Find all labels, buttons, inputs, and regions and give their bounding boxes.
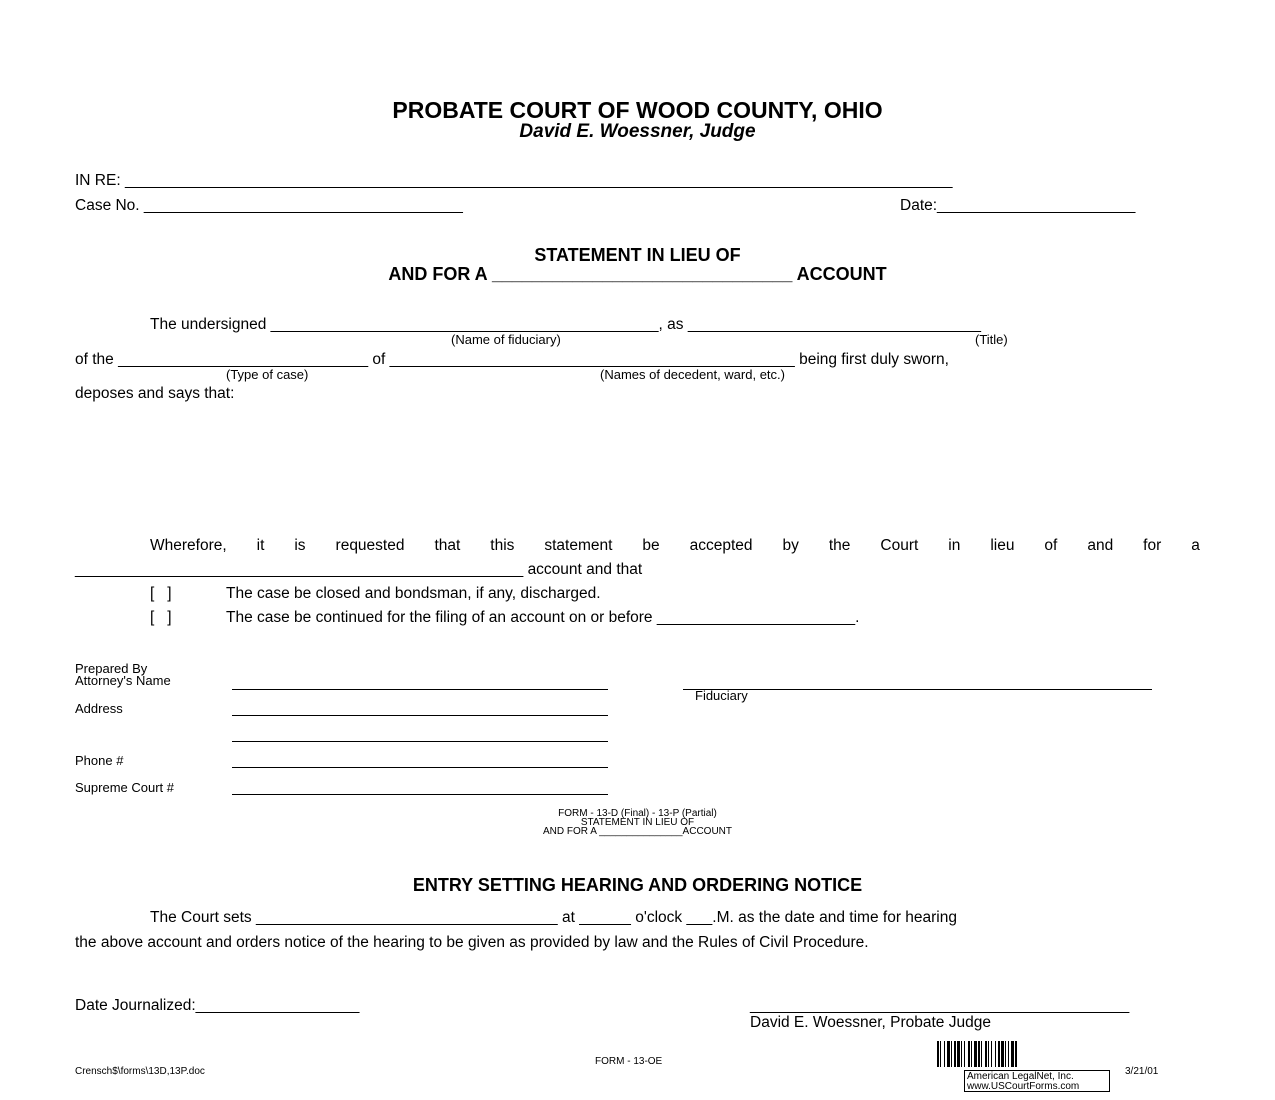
wherefore-word: lieu xyxy=(990,537,1015,554)
deposes-line: deposes and says that: xyxy=(75,385,235,402)
supreme-court-label: Supreme Court # xyxy=(75,780,174,795)
prepared-by-label: Prepared By xyxy=(75,661,148,676)
attorney-name-label: Attorney's Name xyxy=(75,673,171,688)
caption-type-of-case: (Type of case) xyxy=(226,367,309,382)
court-title: PROBATE COURT OF WOOD COUNTY, OHIO xyxy=(392,97,883,123)
publisher-box xyxy=(964,1070,1110,1092)
judge-signature-line[interactable]: ____________________________________________ xyxy=(750,997,1130,1014)
date-journalized-field[interactable]: Date Journalized:___________________ xyxy=(75,997,360,1014)
wherefore-word: that xyxy=(434,537,461,554)
entry-title: ENTRY SETTING HEARING AND ORDERING NOTICE xyxy=(412,875,863,895)
checkbox-continued-label: The case be continued for the filing of an account on or before _______________________. xyxy=(226,609,860,626)
address-line-2[interactable] xyxy=(232,741,608,742)
supreme-court-line[interactable] xyxy=(232,794,608,795)
wherefore-word: Wherefore, xyxy=(150,537,227,554)
wherefore-account-line[interactable]: ____________________________________________________ account and that xyxy=(75,561,643,578)
wherefore-word: accepted xyxy=(689,537,753,554)
publisher-name: American LegalNet, Inc. xyxy=(967,1071,1074,1082)
checkbox-continued[interactable]: [ ] xyxy=(150,609,172,626)
form-ref-line1: FORM - 13-D (Final) - 13-P (Partial) xyxy=(558,808,717,819)
barcode-icon xyxy=(937,1041,1079,1067)
wherefore-word: a xyxy=(1191,537,1200,554)
wherefore-word: and xyxy=(1087,537,1114,554)
judge-subtitle: David E. Woessner, Judge xyxy=(519,121,756,142)
address-label: Address xyxy=(75,701,123,716)
wherefore-word: statement xyxy=(544,537,613,554)
checkbox-closed-label: The case be closed and bondsman, if any, discharged. xyxy=(226,585,601,602)
entry-notice-line: the above account and orders notice of the hearing to be given as provided by law and the Rules of Civil Procedure. xyxy=(75,934,869,951)
checkbox-closed[interactable]: [ ] xyxy=(150,585,172,602)
footer-form-number: FORM - 13-OE xyxy=(595,1056,663,1067)
caption-names: (Names of decedent, ward, etc.) xyxy=(600,367,785,382)
entry-court-sets-line[interactable]: The Court sets ___________________________________ at ______ o'clock ___.M. as the date and time for hearing xyxy=(150,909,957,926)
fiduciary-label: Fiduciary xyxy=(695,688,748,703)
undersigned-line[interactable]: The undersigned _____________________________________________, as __________________________________ xyxy=(150,316,981,333)
case-no-field[interactable]: Case No. _____________________________________ xyxy=(75,197,463,214)
wherefore-word: it xyxy=(256,537,265,554)
wherefore-word: the xyxy=(828,537,851,554)
phone-line[interactable] xyxy=(232,767,608,768)
barcode-bar xyxy=(1017,1041,1018,1067)
statement-title-line2: AND FOR A ______________________________ ACCOUNT xyxy=(388,264,887,284)
address-line-1[interactable] xyxy=(232,715,608,716)
wherefore-word: of xyxy=(1044,537,1058,554)
judge-signature-label: David E. Woessner, Probate Judge xyxy=(750,1014,991,1031)
of-the-line[interactable]: of the _____________________________ of _______________________________________________ being first duly sworn, xyxy=(75,351,949,368)
caption-title: (Title) xyxy=(975,332,1008,347)
form-ref-line3: AND FOR A _______________ACCOUNT xyxy=(543,826,732,837)
form-ref-line2: STATEMENT IN LIEU OF xyxy=(580,817,695,828)
wherefore-word: Court xyxy=(880,537,919,554)
publisher-url: www.USCourtForms.com xyxy=(967,1081,1080,1092)
footer-file-path: Crensch$\forms\13D,13P.doc xyxy=(75,1066,205,1077)
wherefore-line xyxy=(150,537,1200,555)
revision-date: 3/21/01 xyxy=(1125,1066,1159,1077)
phone-label: Phone # xyxy=(75,753,124,768)
in-re-field[interactable]: IN RE: ________________________________________________________________________________________________ xyxy=(75,172,953,189)
date-field[interactable]: Date:_______________________ xyxy=(900,197,1136,214)
wherefore-word: by xyxy=(782,537,799,554)
fiduciary-signature-line[interactable] xyxy=(683,689,1152,690)
attorney-name-line[interactable] xyxy=(232,689,608,690)
wherefore-word: be xyxy=(642,537,660,554)
wherefore-word: in xyxy=(948,537,961,554)
wherefore-word: for xyxy=(1143,537,1162,554)
wherefore-word: requested xyxy=(335,537,405,554)
statement-title-line1: STATEMENT IN LIEU OF xyxy=(534,245,741,265)
caption-fiduciary: (Name of fiduciary) xyxy=(451,332,561,347)
wherefore-word: is xyxy=(294,537,306,554)
wherefore-word: this xyxy=(490,537,515,554)
